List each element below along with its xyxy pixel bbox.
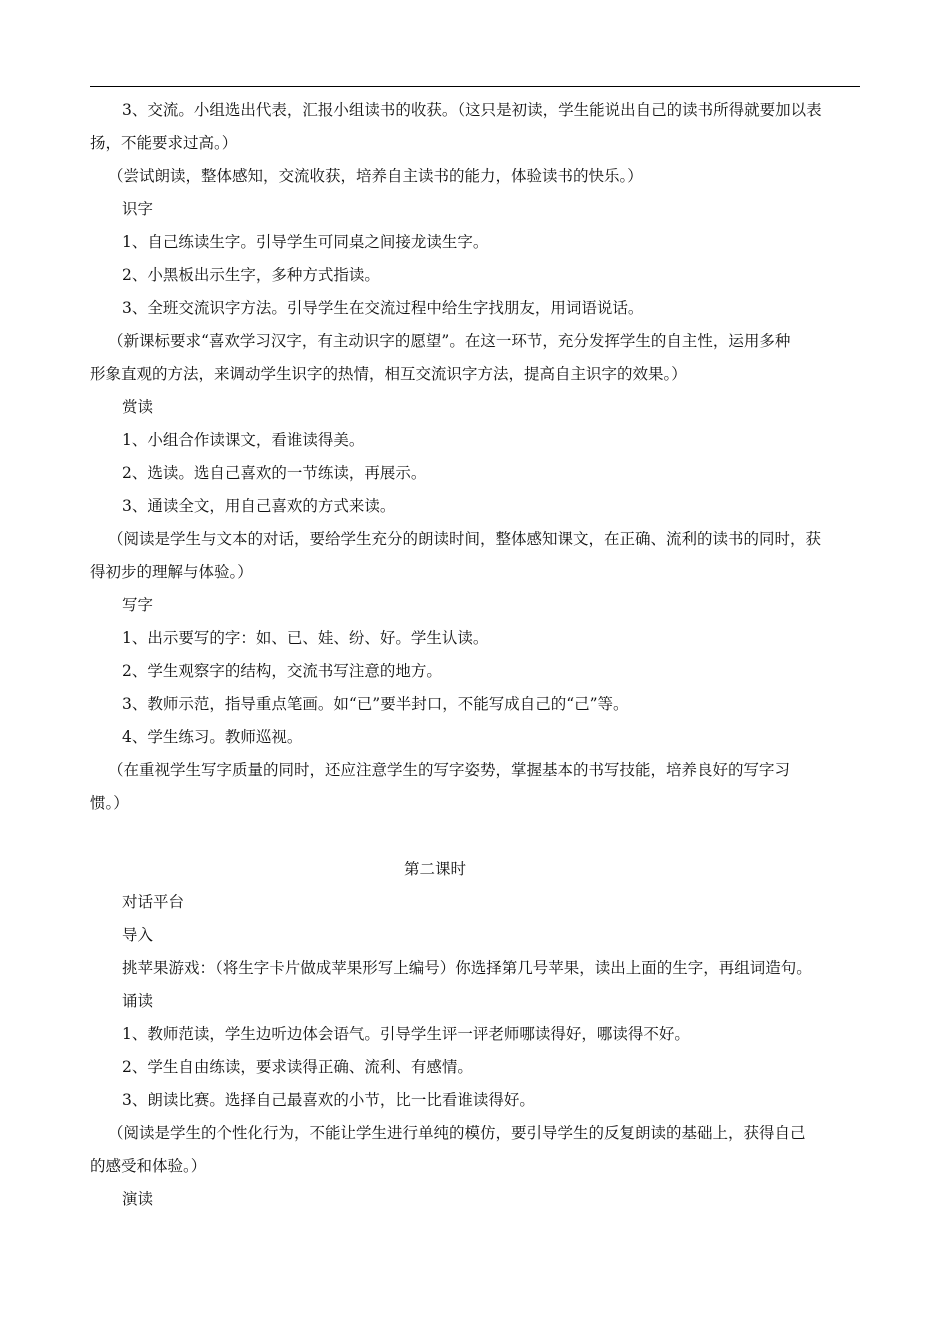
section-heading: 赏读 — [122, 398, 154, 416]
paragraph-line: 的感受和体验。） — [90, 1157, 207, 1175]
header-rule — [90, 86, 860, 87]
list-item: 2、学生观察字的结构，交流书写注意的地方。 — [122, 662, 442, 680]
list-item: 3、全班交流识字方法。引导学生在交流过程中给生字找朋友，用词语说话。 — [122, 299, 644, 317]
document-body — [90, 94, 860, 1216]
section-heading: 写字 — [122, 596, 154, 614]
list-item: 1、教师范读，学生边听边体会语气。引导学生评一评老师哪读得好，哪读得不好。 — [122, 1025, 690, 1043]
paragraph-line: （阅读是学生的个性化行为，不能让学生进行单纯的模仿，要引导学生的反复朗读的基础上，获得自己 — [108, 1124, 806, 1142]
list-item: 2、小黑板出示生字，多种方式指读。 — [122, 266, 380, 284]
list-item: 3、朗读比赛。选择自己最喜欢的小节，比一比看谁读得好。 — [122, 1091, 535, 1109]
list-item: 1、出示要写的字：如、已、娃、纷、好。学生认读。 — [122, 629, 489, 647]
lesson-title: 第二课时 — [403, 860, 466, 878]
section-heading: 识字 — [122, 200, 154, 218]
list-item: 1、自己练读生字。引导学生可同桌之间接龙读生字。 — [122, 233, 489, 251]
paragraph-line: 扬，不能要求过高。） — [90, 134, 238, 152]
paragraph-line: 得初步的理解与体验。） — [90, 563, 253, 581]
list-item: 2、选读。选自己喜欢的一节练读，再展示。 — [122, 464, 427, 482]
section-heading: 诵读 — [122, 992, 154, 1010]
paragraph-line: （尝试朗读，整体感知，交流收获，培养自主读书的能力，体验读书的快乐。） — [108, 167, 643, 185]
list-item: 1、小组合作读课文，看谁读得美。 — [122, 431, 365, 449]
paragraph-line: （在重视学生写字质量的同时，还应注意学生的写字姿势，掌握基本的书写技能，培养良好的写字习 — [108, 761, 791, 779]
section-heading: 演读 — [122, 1190, 154, 1208]
paragraph-line: 3、交流。小组选出代表，汇报小组读书的收获。（这只是初读，学生能说出自己的读书所得就要加以表 — [122, 101, 822, 119]
spacer — [90, 820, 860, 853]
paragraph-line: （新课标要求“喜欢学习汉字，有主动识字的愿望”。在这一环节，充分发挥学生的自主性，运用多种 — [108, 332, 791, 350]
list-item: 3、通读全文，用自己喜欢的方式来读。 — [122, 497, 396, 515]
list-item: 2、学生自由练读，要求读得正确、流利、有感情。 — [122, 1058, 473, 1076]
paragraph-line: 形象直观的方法，来调动学生识字的热情，相互交流识字方法，提高自主识字的效果。） — [90, 365, 687, 383]
paragraph-line: （阅读是学生与文本的对话，要给学生充分的朗读时间，整体感知课文，在正确、流利的读书的同时，获 — [108, 530, 822, 548]
list-item: 4、学生练习。教师巡视。 — [122, 728, 303, 746]
section-heading: 对话平台 — [122, 893, 185, 911]
section-heading: 导入 — [122, 926, 154, 944]
list-item: 3、教师示范，指导重点笔画。如“已”要半封口，不能写成自己的“己”等。 — [122, 695, 629, 713]
paragraph-line: 惯。） — [90, 794, 129, 812]
paragraph-line: 挑苹果游戏：（将生字卡片做成苹果形写上编号）你选择第几号苹果，读出上面的生字，再组词造句。 — [122, 959, 812, 977]
